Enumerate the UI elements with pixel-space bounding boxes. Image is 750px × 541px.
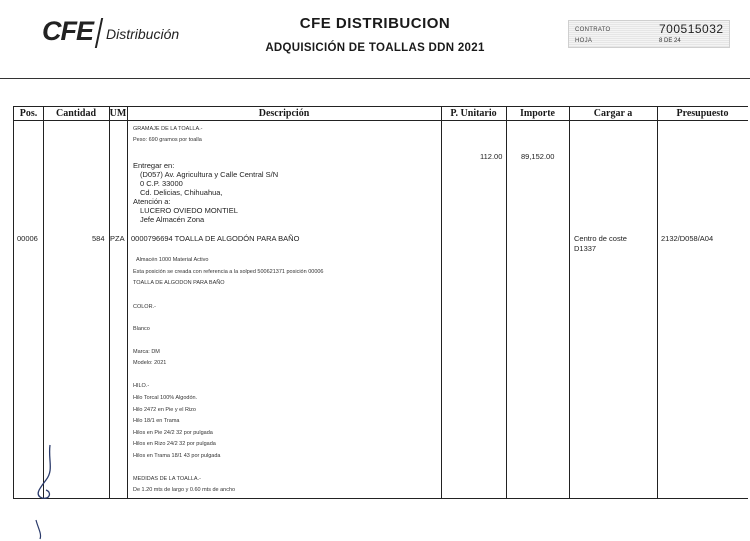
- desc-line: Blanco: [133, 326, 150, 332]
- desc-line: Hilo Torcal 100% Algodón.: [133, 395, 198, 401]
- logo-mark: CFE: [42, 16, 93, 46]
- row-cantidad: 584: [92, 234, 105, 243]
- col-descripcion: Descripción: [258, 108, 310, 119]
- desc-line: COLOR.-: [133, 304, 156, 310]
- desc-line: Hilos en Pie 24/2 32 por pulgada: [133, 430, 213, 436]
- contract-label: CONTRATO: [575, 27, 611, 33]
- contract-number: 700515032: [659, 22, 724, 36]
- desc-line: Hilos en Rizo 24/2 32 por pulgada: [133, 441, 216, 447]
- col-presupuesto: Presupuesto: [676, 108, 729, 119]
- delivery-line: Atención a:: [133, 197, 171, 206]
- order-table: [13, 106, 748, 499]
- header-rule: [0, 78, 750, 79]
- desc-line: MEDIDAS DE LA TOALLA.-: [133, 476, 201, 482]
- delivery-line: Cd. Delicias, Chihuahua,: [140, 188, 223, 197]
- delivery-line: Jefe Almacén Zona: [140, 215, 205, 224]
- desc-line: Hilos en Trama 18/1 43 por pulgada: [133, 453, 221, 459]
- delivery-line: LUCERO OVIEDO MONTIEL: [140, 206, 238, 215]
- contract-box: [568, 20, 730, 48]
- desc-line: TOALLA DE ALGODON PARA BAÑO: [133, 280, 225, 286]
- col-importe: Importe: [520, 108, 555, 119]
- logo-text: Distribución: [106, 26, 180, 42]
- row-cargar-a-line2: D1337: [574, 244, 597, 253]
- unit-price: 112.00: [480, 152, 503, 161]
- desc-line: Marca: DM: [133, 349, 160, 355]
- delivery-line: Entregar en:: [133, 161, 175, 170]
- row-um: PZA: [110, 234, 125, 243]
- sheet-label: HOJA: [575, 38, 593, 44]
- col-p-unitario: P. Unitario: [450, 108, 497, 119]
- desc-line: Hilo 18/1 en Trama: [133, 418, 180, 424]
- col-cantidad: Cantidad: [55, 108, 96, 119]
- delivery-line: 0 C.P. 33000: [140, 179, 183, 188]
- row-material: 0000796694 TOALLA DE ALGODÓN PARA BAÑO: [131, 234, 300, 243]
- document-title: CFE DISTRIBUCION: [299, 15, 451, 32]
- desc-line: Hilo 2472 en Pie y el Rizo: [133, 407, 196, 413]
- desc-line: Peso: 690 gramos por toalla: [133, 137, 202, 143]
- row-pos: 00006: [17, 234, 38, 243]
- desc-line: De 1.20 mts de largo y 0.60 mts de ancho: [133, 487, 236, 493]
- sheet-value: 8 DE 24: [659, 38, 681, 44]
- row-cargar-a-line1: Centro de coste: [574, 234, 627, 243]
- document-subtitle: ADQUISICIÓN DE TOALLAS DDN 2021: [265, 42, 485, 54]
- col-um: UM: [109, 108, 127, 119]
- desc-line: Esta posición se creada con referencia a la solped 500621371 posición 00006: [133, 269, 324, 275]
- amount: 89,152.00: [521, 152, 555, 161]
- desc-line: GRAMAJE DE LA TOALLA.-: [133, 126, 203, 132]
- col-cargar-a: Cargar a: [593, 108, 633, 119]
- table-header: [14, 107, 748, 121]
- desc-line: HILO.-: [133, 383, 150, 389]
- desc-line: Almacén 1000 Material Activo: [136, 257, 209, 263]
- row-presupuesto: 2132/D058/A04: [661, 234, 714, 243]
- desc-line: Modelo: 2021: [133, 360, 167, 366]
- delivery-line: (D057) Av. Agricultura y Calle Central S/N: [140, 170, 279, 179]
- signature-mark: [20, 440, 80, 540]
- col-pos: Pos.: [19, 108, 38, 119]
